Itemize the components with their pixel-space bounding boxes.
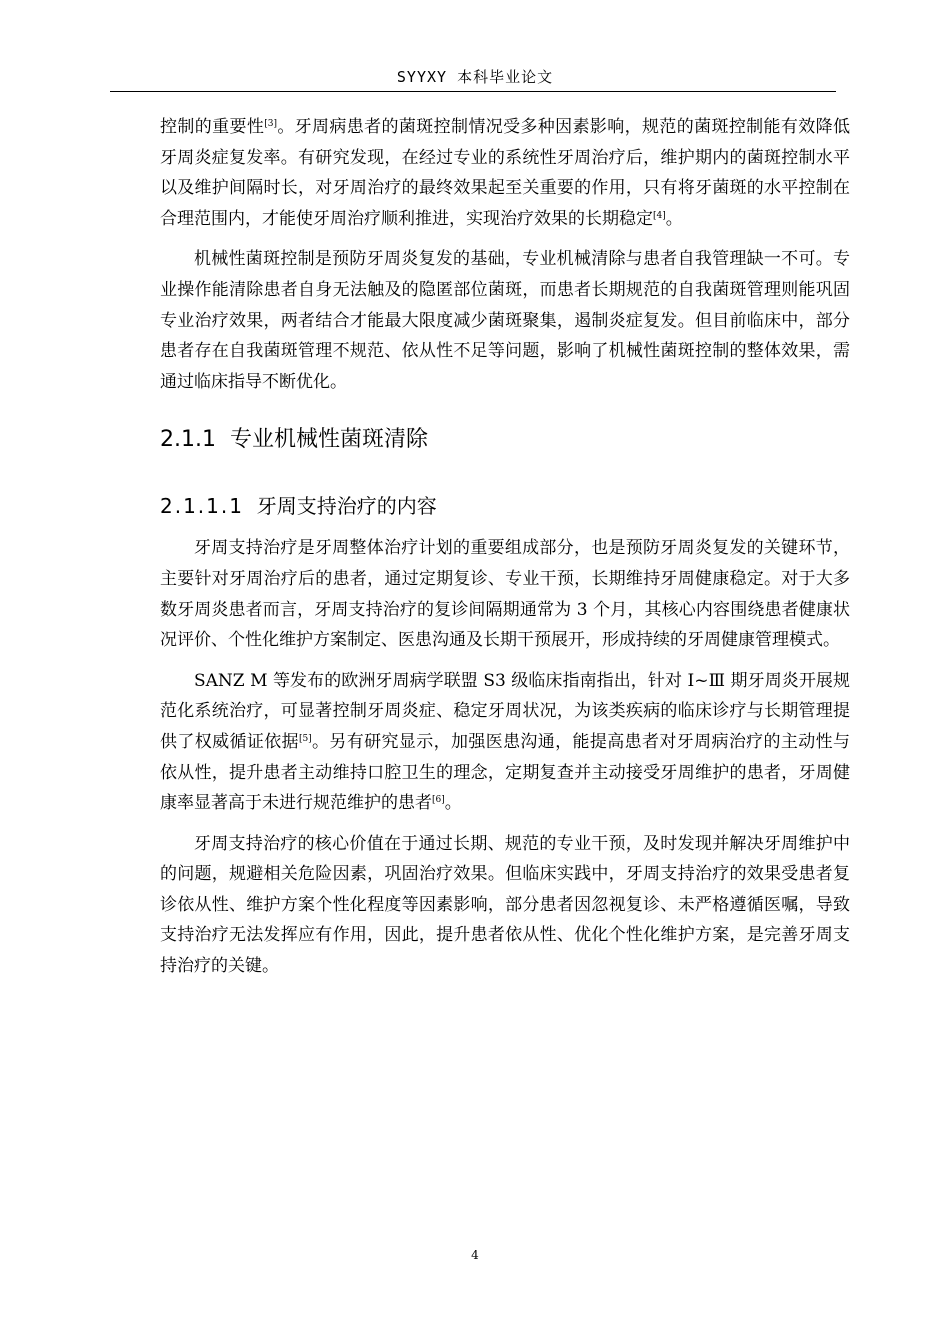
- citation-ref: [5]: [298, 733, 312, 744]
- paragraph-text: 。另有研究显示，加强医患沟通，能提高患者对牙周病治疗的主动性与依从性，提升患者主动维持口腔卫生的理念，定期复查并主动接受牙周维护的患者，牙周健康率显著高于未进行规范维护的患者: [160, 731, 851, 814]
- citation-ref: [6]: [432, 795, 445, 806]
- section-heading-2-1-1: [160, 425, 850, 455]
- paragraph-text: 。牙周病患者的菌斑控制情况受多种因素影响，规范的菌斑控制能有效降低牙周炎症复发率。有研究发现，在经过专业的系统性牙周治疗后，维护期内的菌斑控制水平以及维护间隔时长，对牙周治疗的最终效果起至关重要的作用，只有将牙菌斑的水平控制在合理范围内，才能使牙周治疗顺利推进，实现治疗效果的长期稳定: [160, 117, 851, 229]
- citation-ref: [3]: [264, 119, 277, 129]
- header-divider: [110, 91, 836, 92]
- page-header: SYYXY 本科毕业论文: [396, 68, 554, 86]
- paragraph-text: 。: [665, 208, 683, 229]
- section-title: 专业机械性菌斑清除: [229, 427, 428, 453]
- section-heading-2-1-1-1: [160, 491, 850, 521]
- paragraph-efp-guideline: [160, 666, 850, 819]
- section-title: 牙周支持治疗的内容: [256, 494, 437, 519]
- paragraph-plaque-control-importance: [160, 112, 850, 234]
- paragraph-text: SANZ M 等发布的欧洲牙周病学联盟 S3 级临床指南指出，针对 Ⅰ~Ⅲ 期牙周炎开展规范化系统治疗，可显著控制牙周炎症、稳定牙周状况，为该类疾病的临床诊疗与长期管理提供了权威循证依据: [160, 670, 850, 752]
- page-number: 4: [471, 1248, 479, 1262]
- paragraph-supportive-therapy-content: 牙周支持治疗是牙周整体治疗计划的重要组成部分，也是预防牙周炎复发的关键环节，主要针对牙周治疗后的患者，通过定期复诊、专业干预，长期维持牙周健康稳定。对于大多数牙周炎患者而言，牙周支持治疗的复诊间隔期通常为 3 个月，其核心内容围绕患者健康状况评价、个性化维护方案制定、医患沟通及长期干预展开，形成持续的牙周健康管理模式。: [160, 538, 850, 651]
- page-body: [160, 112, 850, 982]
- section-number: 2.1.1.1: [160, 494, 244, 519]
- paragraph-supportive-therapy-value: 牙周支持治疗的核心价值在于通过长期、规范的专业干预，及时发现并解决牙周维护中的问题，规避相关危险因素，巩固治疗效果。但临床实践中，牙周支持治疗的效果受患者复诊依从性、维护方案个性化程度等因素影响，部分患者因忽视复诊、未严格遵循医嘱，导致支持治疗无法发挥应有作用，因此，提升患者依从性、优化个性化维护方案，是完善牙周支持治疗的关键。: [160, 833, 850, 977]
- paragraph-text: 控制的重要性: [160, 117, 265, 137]
- paragraph-mechanical-plaque-control: 机械性菌斑控制是预防牙周炎复发的基础，专业机械清除与患者自我管理缺一不可。专业操作能清除患者自身无法触及的隐匿部位菌斑，而患者长期规范的自我菌斑管理则能巩固专业治疗效果，两者结合才能最大限度减少菌斑聚集，遏制炎症复发。但目前临床中，部分患者存在自我菌斑管理不规范、依从性不足等问题，影响了机械性菌斑控制的整体效果，需通过临床指导不断优化。: [160, 249, 850, 392]
- citation-ref: [4]: [653, 210, 666, 221]
- paragraph-text: 。: [444, 793, 462, 814]
- section-number: 2.1.1: [160, 427, 216, 453]
